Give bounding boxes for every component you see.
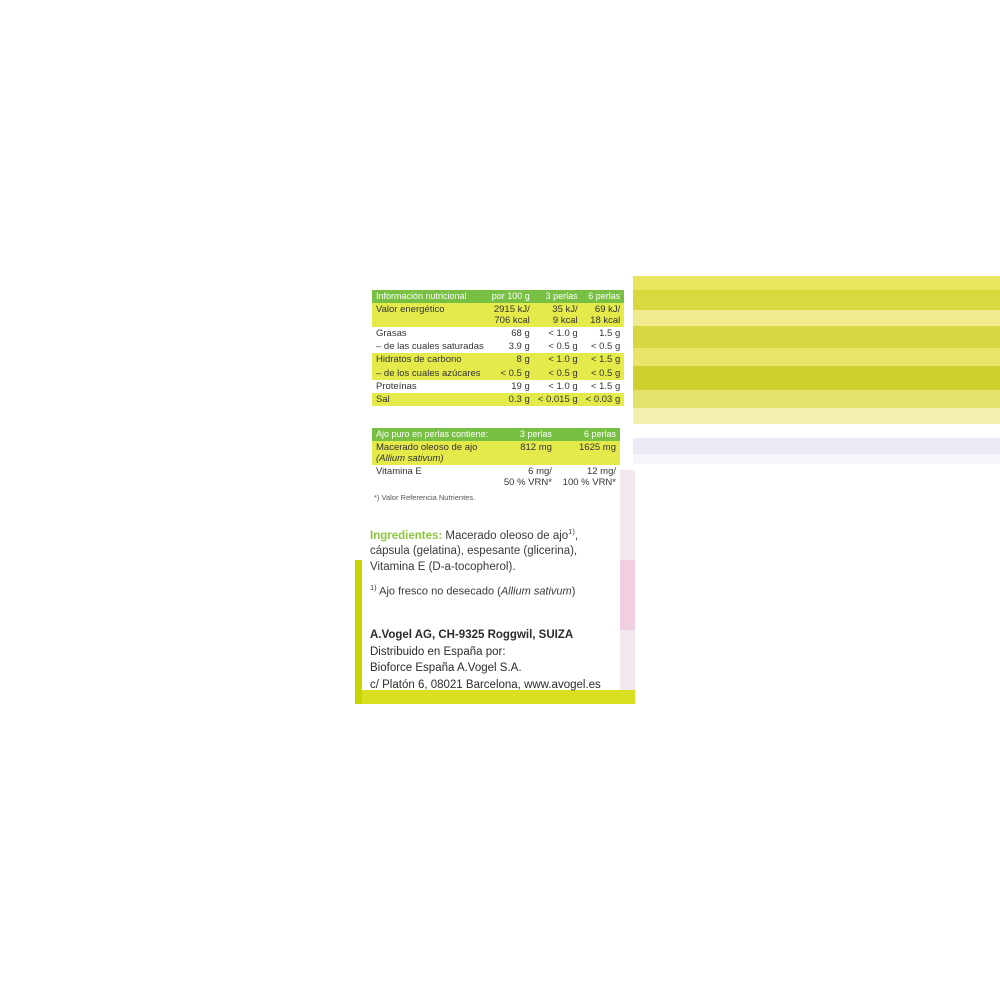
table-row	[372, 340, 624, 353]
package-left-edge-accent	[355, 560, 362, 704]
value-kj: 2915 kJ/	[493, 303, 530, 315]
value-amount: 6 mg/	[528, 466, 552, 478]
col-header-per100g: por 100 g	[488, 290, 534, 303]
nutrient-label: Sal	[372, 393, 488, 406]
col-header-6perlas: 6 perlas	[556, 428, 620, 441]
table-row	[372, 380, 624, 393]
package-side-stripe	[633, 454, 1000, 464]
package-side-stripe	[633, 408, 1000, 424]
ingredients-note-marker: 1)	[370, 583, 377, 593]
content-label	[372, 441, 497, 465]
manufacturer-line: A.Vogel AG, CH-9325 Roggwil, SUIZA	[370, 629, 574, 641]
nutrient-label: Hidratos de carbono	[372, 353, 488, 366]
nutrient-value-3perlas: < 1.0 g	[534, 353, 582, 366]
ingredients-note-species: Allium sativum	[500, 585, 572, 598]
nutrient-label: Valor energético	[372, 303, 488, 327]
value-kcal: 9 kcal	[552, 314, 578, 326]
value-kcal: 18 kcal	[590, 314, 621, 326]
col-header-3perlas: 3 perlas	[497, 428, 556, 441]
distributor-address-line: c/ Platón 6, 08021 Barcelona, www.avogel.es	[370, 678, 601, 691]
nutrient-label: Grasas	[372, 327, 488, 340]
ingredients-line-3: Vitamina E (D-a-tocopherol).	[370, 560, 516, 573]
ingredients-note	[370, 583, 620, 599]
nutrient-value-per100g: < 0.5 g	[488, 367, 534, 380]
table-row	[372, 353, 624, 366]
value-vrn: 100 % VRN*	[562, 477, 616, 489]
nutrient-value-6perlas: < 1.5 g	[582, 380, 625, 393]
content-label-line2: (Allium sativum)	[376, 452, 444, 464]
nutrition-table-panel	[372, 290, 624, 406]
package-side-stripe	[633, 424, 1000, 438]
nutrient-value-3perlas: < 1.0 g	[534, 327, 582, 340]
table-row	[372, 465, 620, 489]
value-vrn: 50 % VRN*	[503, 477, 552, 489]
package-side-stripe	[633, 326, 1000, 348]
content-value-3perlas	[497, 465, 556, 489]
value-kj: 35 kJ/	[552, 303, 578, 315]
nutrient-value-6perlas: 1.5 g	[582, 327, 625, 340]
package-side-stripe	[633, 276, 1000, 290]
nutrient-value-per100g: 0.3 g	[488, 393, 534, 406]
ingredients-first-item: Macerado oleoso de ajo	[442, 529, 569, 542]
nutrient-value-per100g	[488, 303, 534, 327]
nutrient-value-6perlas: < 0.03 g	[582, 393, 625, 406]
address-block	[370, 627, 625, 693]
value-kcal: 706 kcal	[494, 314, 530, 326]
package-side-stripe	[633, 390, 1000, 408]
ingredients-line-1: Ingredientes: Macerado oleoso de ajo$^{1)}$,	[370, 527, 579, 542]
table-row	[372, 303, 624, 327]
content-value-6perlas	[556, 465, 620, 489]
contents-table	[372, 428, 620, 489]
content-label-line1: Macerado oleoso de ajo	[376, 441, 478, 453]
table-row	[372, 367, 624, 380]
package-side-stripe	[633, 310, 1000, 326]
col-header-3perlas: 3 perlas	[534, 290, 582, 303]
ingredients-line-2: cápsula (gelatina), espesante (glicerina),	[370, 545, 578, 558]
distributor-name-line: Bioforce España A.Vogel S.A.	[370, 662, 522, 675]
nutrient-label: – de los cuales azúcares	[372, 367, 488, 380]
content-label: Vitamina E	[372, 465, 497, 489]
nutrient-value-per100g: 8 g	[488, 353, 534, 366]
package-side-stripe	[633, 366, 1000, 390]
nutrient-value-6perlas: < 0.5 g	[582, 340, 625, 353]
package-side-stripe	[633, 290, 1000, 310]
col-header-nutrition: Información nutricional	[372, 290, 488, 303]
ingredients-note-text: Ajo fresco no desecado (	[376, 585, 501, 598]
nutrient-label: Proteínas	[372, 380, 488, 393]
nutrient-value-per100g: 19 g	[488, 380, 534, 393]
nutrient-value-3perlas: < 1.0 g	[534, 380, 582, 393]
ingredients-footnote-marker: 1)	[568, 527, 575, 536]
nutrient-value-6perlas: < 1.5 g	[582, 353, 625, 366]
nutrient-value-6perlas: < 0.5 g	[582, 367, 625, 380]
distributor-intro-line: Distribuido en España por:	[370, 645, 506, 658]
vrn-footnote: *) Valor Referencia Nutrientes.	[374, 493, 476, 503]
nutrient-value-per100g: 68 g	[488, 327, 534, 340]
nutrient-value-3perlas	[534, 303, 582, 327]
table-row	[372, 393, 624, 406]
package-right-edge-accent	[620, 560, 635, 630]
nutrient-value-3perlas: < 0.015 g	[534, 393, 582, 406]
nutrient-value-6perlas	[582, 303, 625, 327]
package-side-stripe	[633, 438, 1000, 454]
value-amount: 12 mg/	[586, 466, 616, 478]
content-value-3perlas: 812 mg	[497, 441, 556, 465]
ingredients-block	[370, 527, 620, 599]
nutrient-value-3perlas: < 0.5 g	[534, 340, 582, 353]
nutrient-value-3perlas: < 0.5 g	[534, 367, 582, 380]
package-side-stripe	[633, 348, 1000, 366]
table-row	[372, 441, 620, 465]
nutrient-label: – de las cuales saturadas	[372, 340, 488, 353]
col-header-6perlas: 6 perlas	[582, 290, 625, 303]
table-header-row	[372, 290, 624, 303]
value-kj: 69 kJ/	[594, 303, 621, 315]
ingredients-title: Ingredientes:	[370, 529, 443, 542]
content-value-6perlas: 1625 mg	[556, 441, 620, 465]
table-header-row	[372, 428, 620, 441]
col-header-contents: Ajo puro en perlas contiene:	[372, 428, 497, 441]
ingredients-note-end: )	[571, 585, 576, 598]
nutrient-value-per100g: 3.9 g	[488, 340, 534, 353]
contents-table-panel	[372, 428, 620, 502]
table-row	[372, 327, 624, 340]
nutrition-table	[372, 290, 624, 406]
